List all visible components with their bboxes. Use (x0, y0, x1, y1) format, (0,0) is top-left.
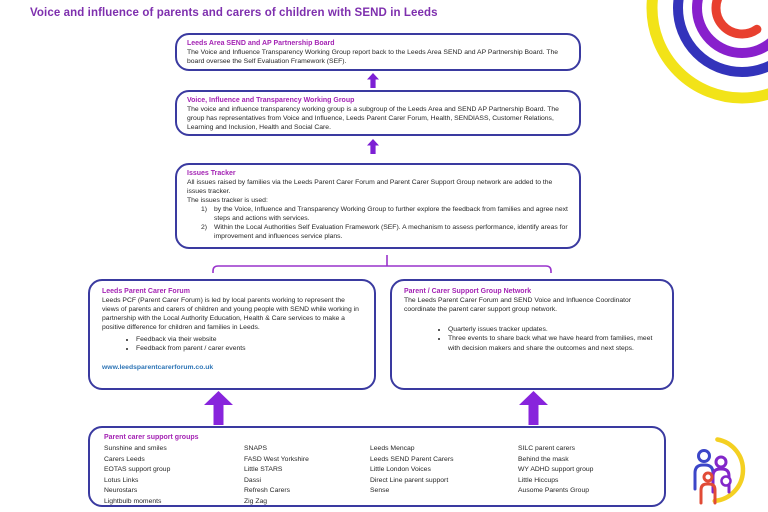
network-activity-list (404, 325, 660, 354)
page-title: Voice and influence of parents and carers of children with SEND in Leeds (30, 7, 438, 19)
box-heading: Voice, Influence and Transparency Working Group (187, 97, 355, 104)
box-support-group-network (390, 279, 674, 390)
support-group-item: Lotus Links (104, 476, 139, 484)
support-groups-column (370, 444, 514, 508)
box-body: All issues raised by families via the Leeds Parent Carer Forum and Parent Carer Support Group network are added to the issues tracker. (187, 179, 553, 195)
bracket-connector (205, 252, 565, 276)
big-up-arrow-icon (204, 391, 233, 425)
list-item: • Three events to share back what we have heard from families, meet with decision makers and share the outcomes and next steps. (448, 334, 660, 353)
box-heading: Leeds Parent Carer Forum (102, 288, 190, 295)
support-group-item: Little London Voices (370, 466, 431, 474)
support-group-item: Direct Line parent support (370, 476, 449, 484)
up-arrow-icon (367, 73, 379, 88)
support-group-item: FASD West Yorkshire (244, 455, 309, 463)
support-groups-column (104, 444, 240, 508)
support-group-item: Leeds SEND Parent Carers (370, 455, 454, 463)
box-body: The Voice and Influence Transparency Working Group report back to the Leeds Area SEND and AP Partnership Board. The board oversee the Self Evaluation Framework (SEF). (187, 49, 559, 65)
issues-tracker-uses-list (187, 206, 569, 242)
box-body: The Leeds Parent Carer Forum and SEND Voice and Influence Coordinator coordinate the parent carer support group network. (404, 297, 632, 313)
box-heading: Parent carer support groups (104, 434, 199, 441)
box-body: The issues tracker is used: (187, 196, 268, 204)
support-group-item: SILC parent carers (518, 445, 576, 452)
family-logo (684, 430, 764, 512)
box-parent-carer-support-groups (88, 426, 666, 507)
up-arrow-icon (367, 139, 379, 154)
box-partnership-board (175, 33, 581, 71)
support-group-item: Carers Leeds (104, 455, 145, 463)
box-heading: Leeds Area SEND and AP Partnership Board (187, 40, 335, 47)
support-group-item: Refresh Carers (244, 487, 291, 495)
support-group-item: Lightbulb moments (104, 497, 162, 505)
support-groups-column (244, 444, 366, 508)
website-link[interactable]: www.leedsparentcarerforum.co.uk (102, 363, 214, 371)
support-group-item: Little STARS (244, 466, 283, 474)
concentric-arcs-decoration (620, 0, 768, 160)
support-group-item: Dassi (244, 476, 261, 484)
support-group-item: Sunshine and smiles (104, 445, 167, 452)
big-up-arrow-icon (519, 391, 548, 425)
support-group-item: SNAPS (244, 445, 268, 452)
support-groups-grid (104, 444, 650, 508)
list-item: Within the Local Authorities Self Evaluation Framework (SEF). A mechanism to assess performance, identify areas for improvement and influences service plans. (214, 223, 568, 240)
box-heading: Parent / Carer Support Group Network (404, 288, 532, 295)
list-item: • Feedback from parent / carer events (136, 344, 362, 354)
list-item: by the Voice, Influence and Transparency Working Group to further explore the feedback from families and agree next steps and actions with services. (214, 205, 568, 222)
support-group-item: Leeds Mencap (370, 445, 415, 452)
box-heading: Issues Tracker (187, 170, 236, 177)
support-group-item: WY ADHD support group (518, 466, 594, 474)
box-issues-tracker (175, 163, 581, 249)
support-group-item: Ausome Parents Group (518, 487, 590, 495)
support-group-item: EOTAS support group (104, 466, 171, 474)
box-working-group (175, 90, 581, 136)
support-groups-column (518, 444, 650, 508)
support-group-item: Little Hiccups (518, 476, 559, 484)
box-parent-carer-forum (88, 279, 376, 390)
box-body: The voice and influence transparency working group is a subgroup of the Leeds Area and SEND AP Partnership Board. The group has representatives from Voice and Influence, Leeds Parent Carer Forum, Health, SENDIASS, Customer Relations, Learning and Inclusion, Health and Social Care. (187, 106, 559, 131)
support-group-item: Neurostars (104, 487, 138, 495)
list-item: • Quarterly issues tracker updates. (448, 325, 660, 335)
box-body: Leeds PCF (Parent Carer Forum) is led by local parents working to represent the views of parents and carers of children and young people with SEND while working in partnership with the Local Authority Education, Health & Care services to make a positive difference for children and families in Leeds. (102, 297, 359, 331)
support-group-item: Zig Zag (244, 497, 268, 505)
support-group-item: Behind the mask (518, 455, 569, 463)
support-group-item: Sense (370, 487, 390, 495)
forum-feedback-list (102, 335, 362, 354)
list-item: • Feedback via their website (136, 335, 362, 345)
